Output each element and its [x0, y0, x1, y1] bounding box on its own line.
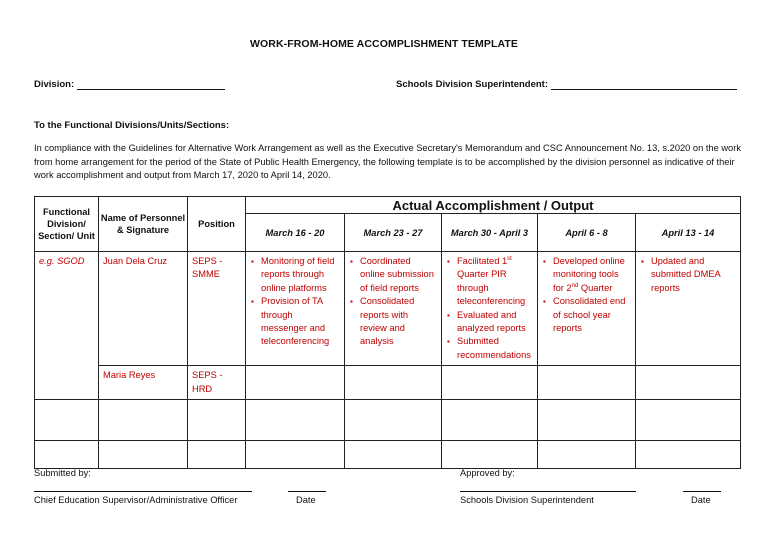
list-item: ▪ Facilitated 1st Quarter PIR through teleconferencing [446, 255, 533, 309]
week-cell[interactable] [538, 252, 636, 366]
unit-example: e.g. SGOD [39, 256, 85, 266]
superintendent-field [396, 79, 737, 90]
list-item: ▪ Provision of TA through messenger and teleconferencing [250, 295, 340, 349]
intro-paragraph: In compliance with the Guidelines for Alternative Work Arrangement as well as the Executive Secretary's Memorandum and CSC Announcement No. 13, s.2020 on the work from home arrangement for the period of the State of Public Health Emergency, the following template is to be accomplished by the division personnel as indicative of their work accomplishment and output from March 17, 2020 to April 14, 2020. [34, 143, 741, 180]
week-cell[interactable] [442, 366, 538, 400]
list-item: ▪ Evaluated and analyzed reports [446, 309, 533, 336]
empty-cell[interactable] [442, 441, 538, 469]
week-header: April 6 - 8 [538, 214, 636, 252]
week-cell[interactable] [636, 252, 741, 366]
week-cell[interactable] [345, 252, 442, 366]
approved-role: Schools Division Superintendent [460, 495, 594, 505]
unit-cell[interactable] [35, 252, 99, 400]
week-cell[interactable] [538, 366, 636, 400]
list-item: ▪ Coordinated online submission of field reports [349, 255, 437, 295]
table-row [35, 441, 741, 469]
empty-cell[interactable] [99, 400, 188, 441]
empty-cell[interactable] [35, 400, 99, 441]
empty-cell[interactable] [188, 400, 246, 441]
empty-cell[interactable] [442, 400, 538, 441]
empty-cell[interactable] [538, 441, 636, 469]
list-item: ▪ Submitted recommendations [446, 335, 533, 362]
header-functional: Functional Division/ Section/ Unit [35, 197, 99, 252]
empty-cell[interactable] [345, 400, 442, 441]
week-header: March 16 - 20 [246, 214, 345, 252]
week-header: April 13 - 14 [636, 214, 741, 252]
table-row [35, 366, 741, 400]
approved-date-label: Date [691, 495, 711, 505]
submitted-signature-line[interactable] [34, 491, 252, 492]
name-cell[interactable]: Maria Reyes [99, 366, 188, 400]
empty-cell[interactable] [188, 441, 246, 469]
submitted-date-label: Date [296, 495, 316, 505]
division-label: Division: [34, 79, 75, 90]
approved-signature-line[interactable] [460, 491, 636, 492]
header-name: Name of Personnel & Signature [99, 197, 188, 252]
empty-cell[interactable] [246, 400, 345, 441]
list-item: ▪ Updated and submitted DMEA reports [640, 255, 736, 295]
name-cell[interactable]: Juan Dela Cruz [99, 252, 188, 366]
empty-cell[interactable] [538, 400, 636, 441]
week-cell[interactable] [442, 252, 538, 366]
accomplishment-table [34, 196, 741, 469]
approved-by-label: Approved by: [460, 468, 515, 478]
table-row [35, 400, 741, 441]
approved-date-line[interactable] [683, 491, 721, 492]
empty-cell[interactable] [99, 441, 188, 469]
table-row [35, 252, 741, 366]
position-cell[interactable]: SEPS - SMME [188, 252, 246, 366]
empty-cell[interactable] [636, 441, 741, 469]
to-heading: To the Functional Divisions/Units/Sections: [34, 120, 230, 131]
submitted-by-label: Submitted by: [34, 468, 91, 478]
submitted-role: Chief Education Supervisor/Administrative Officer [34, 495, 238, 505]
list-item: ▪ Monitoring of field reports through online platforms [250, 255, 340, 295]
week-cell[interactable] [636, 366, 741, 400]
week-cell[interactable] [345, 366, 442, 400]
week-cell[interactable] [246, 366, 345, 400]
superintendent-blank[interactable] [551, 79, 737, 90]
division-field [34, 79, 225, 90]
week-header: March 23 - 27 [345, 214, 442, 252]
superintendent-label: Schools Division Superintendent: [396, 79, 549, 90]
page-title: WORK-FROM-HOME ACCOMPLISHMENT TEMPLATE [249, 38, 519, 50]
empty-cell[interactable] [35, 441, 99, 469]
list-item: ▪ Consolidated reports with review and analysis [349, 295, 437, 349]
header-position: Position [188, 197, 246, 252]
week-header: March 30 - April 3 [442, 214, 538, 252]
list-item: ▪ Consolidated end of school year reports [542, 295, 631, 335]
empty-cell[interactable] [345, 441, 442, 469]
submitted-date-line[interactable] [288, 491, 326, 492]
position-cell[interactable]: SEPS - HRD [188, 366, 246, 400]
header-actual: Actual Accomplishment / Output [246, 197, 741, 214]
empty-cell[interactable] [246, 441, 345, 469]
empty-cell[interactable] [636, 400, 741, 441]
list-item: ▪ Developed online monitoring tools for 2nd Quarter [542, 255, 631, 295]
week-cell[interactable] [246, 252, 345, 366]
division-blank[interactable] [77, 79, 225, 90]
